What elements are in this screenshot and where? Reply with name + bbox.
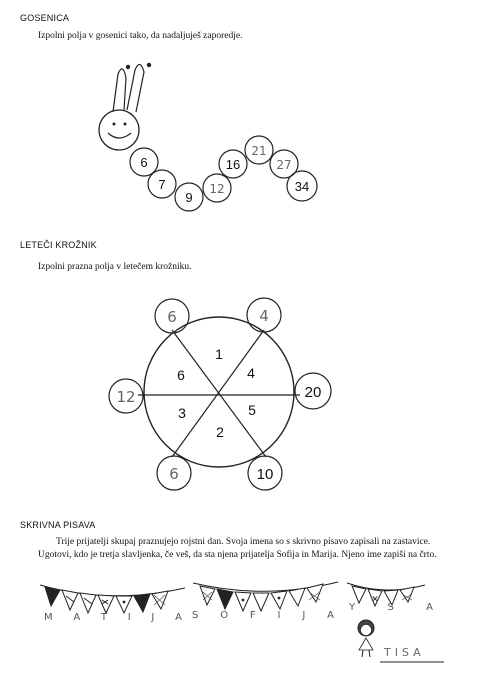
letter: I	[277, 610, 281, 621]
outer-circle-bottom-right	[248, 456, 282, 490]
letter: F	[249, 610, 256, 621]
bunting-matija	[40, 585, 185, 613]
letter: J	[302, 610, 306, 621]
caterpillar-segment	[203, 174, 231, 202]
segment-number: 7	[158, 177, 166, 192]
svg-text:20: 20	[304, 384, 322, 401]
svg-text:✕: ✕	[371, 594, 379, 604]
sector-number: 5	[248, 402, 256, 418]
letter: S	[192, 610, 199, 621]
outer-circle-bottom-left	[157, 456, 191, 490]
letter: A	[73, 612, 83, 623]
svg-text:10: 10	[256, 466, 274, 483]
caterpillar-instruction: Izpolni polja v gosenici tako, da nadaljuješ zaporedje.	[38, 31, 243, 41]
segment-number-handwritten: 12	[209, 182, 225, 196]
outer-circle-right	[295, 373, 331, 409]
segment-number: 16	[225, 157, 241, 172]
bunting-sofija	[193, 582, 338, 611]
svg-text:4: 4	[259, 307, 269, 325]
flying-saucer	[109, 298, 331, 490]
letter: O	[220, 610, 229, 621]
svg-text:12: 12	[116, 388, 136, 406]
letter: J	[151, 612, 157, 623]
caterpillar-segment	[287, 171, 317, 201]
letter: T	[100, 612, 110, 623]
girl-drawing	[358, 620, 374, 657]
secret-title: SKRIVNA PISAVA	[20, 520, 96, 530]
segment-number: 6	[140, 155, 148, 170]
name2-letters	[192, 610, 334, 621]
letter: A	[175, 612, 184, 623]
letter: I	[127, 612, 133, 623]
svg-text:6: 6	[169, 465, 179, 483]
caterpillar-body	[130, 136, 317, 211]
secret-paragraph: Trije prijatelji skupaj praznujejo rojstni dan. Svoja imena so s skrivno pisavo zapisali na zastavice. Ugotovi, kdo je tretja slavljenka, če veš, da sta njena prijatelja Sofija in Marija. Njeno ime zapiši na črto.	[38, 537, 437, 560]
caterpillar-segment	[219, 150, 247, 178]
caterpillar-head	[99, 63, 151, 150]
outer-circle-top-left	[155, 299, 189, 333]
segment-number: 34	[294, 179, 310, 194]
segment-number-handwritten: 21	[251, 144, 267, 158]
caterpillar-segment	[245, 136, 273, 164]
segment-number-handwritten: 27	[276, 158, 292, 172]
caterpillar-segment	[130, 148, 158, 176]
name3-letters	[349, 602, 433, 613]
name1-letters	[44, 612, 184, 623]
outer-circle-top-right	[247, 298, 281, 332]
letter: M	[44, 612, 55, 623]
saucer-instruction: Izpolni prazna polja v letečem krožniku.	[38, 262, 192, 272]
letter: Y	[349, 602, 356, 613]
svg-text:6: 6	[167, 308, 177, 326]
caterpillar-segment	[175, 183, 203, 211]
sector-number: 1	[215, 346, 223, 362]
outer-circle-left	[109, 379, 143, 413]
sector-number: 4	[247, 365, 255, 381]
sector-number: 2	[216, 424, 224, 440]
saucer-title: LETEČI KROŽNIK	[20, 240, 97, 250]
segment-number: 9	[185, 190, 193, 205]
letter: S	[387, 602, 394, 613]
letter: A	[426, 602, 433, 613]
sector-number: 6	[177, 367, 185, 383]
sector-number: 3	[178, 405, 186, 421]
answer-handwritten: TISA	[384, 646, 425, 659]
caterpillar-title: GOSENICA	[20, 13, 70, 23]
letter: A	[327, 610, 334, 621]
caterpillar-segment	[148, 170, 176, 198]
